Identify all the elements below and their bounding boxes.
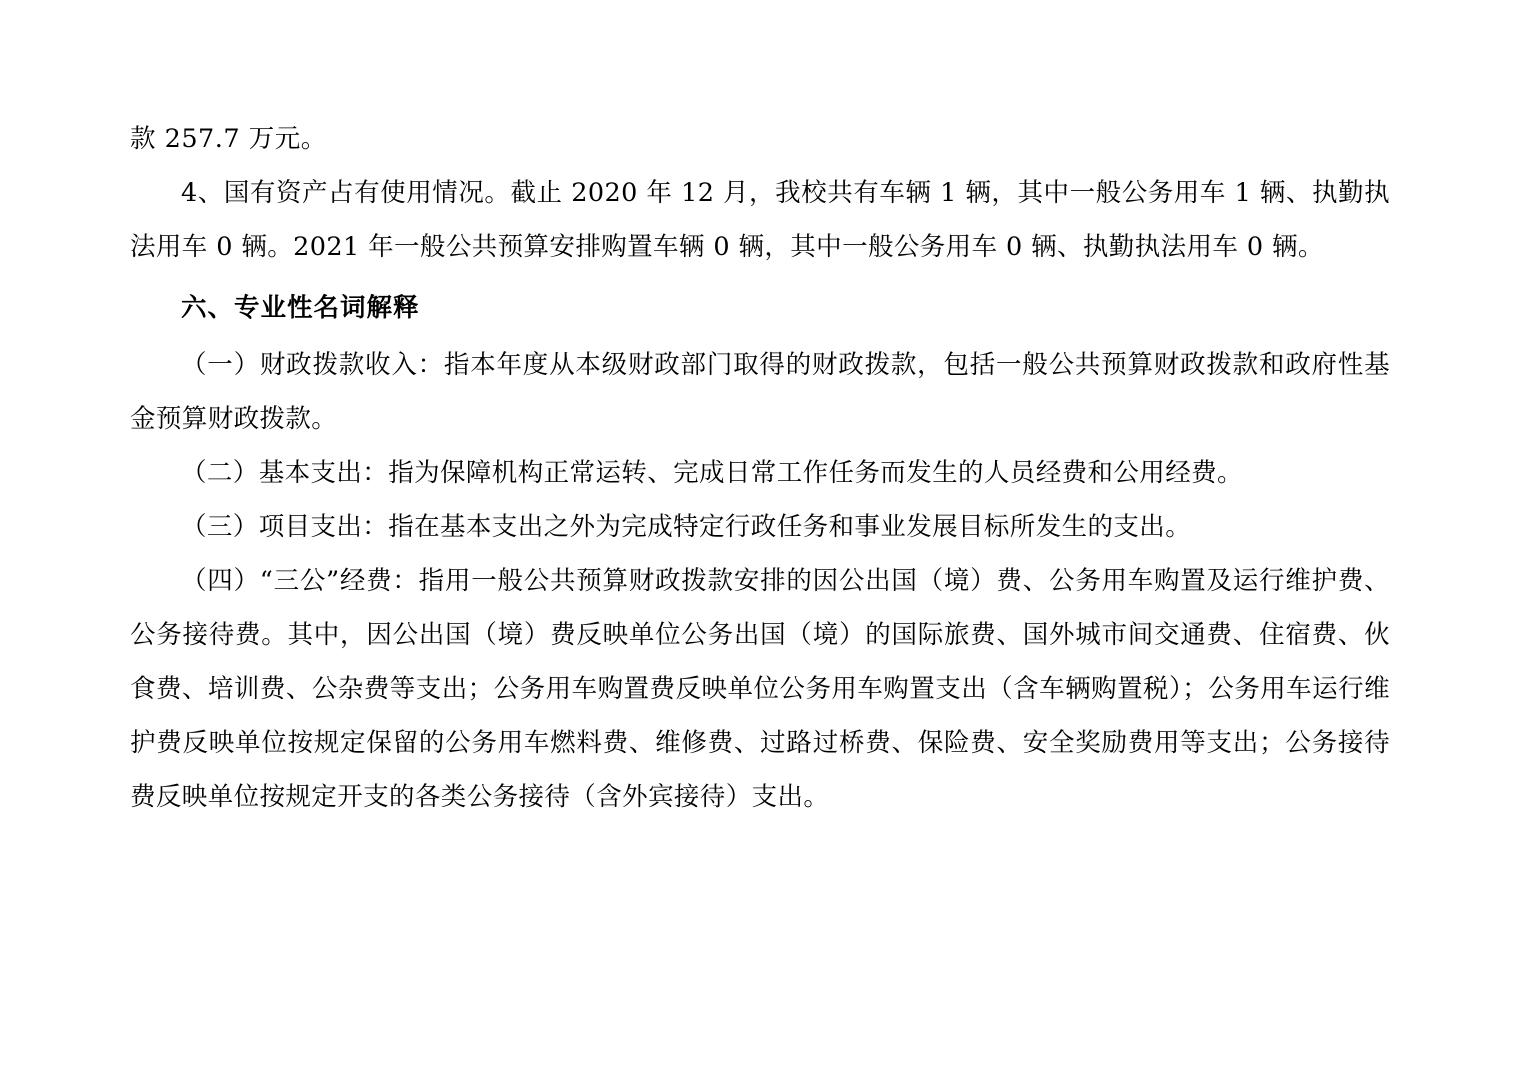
definition-item-3: （三）项目支出：指在基本支出之外为完成特定行政任务和事业发展目标所发生的支出。 [181,512,1192,542]
document-body [130,112,1390,824]
definition-item-2: （二）基本支出：指为保障机构正常运转、完成日常工作任务而发生的人员经费和公用经费。 [181,458,1243,488]
definition-item-4: （四）“三公”经费：指用一般公共预算财政拨款安排的因公出国（境）费、公务用车购置及运行维护费、公务接待费。其中，因公出国（境）费反映单位公务出国（境）的国际旅费、国外城市间交通费、住宿费、伙食费、培训费、公杂费等支出；公务用车购置费反映单位公务用车购置支出（含车辆购置税）；公务用车运行维护费反映单位按规定保留的公务用车燃料费、维修费、过路过桥费、保险费、安全奖励费用等支出；公务接待费反映单位按规定开支的各类公务接待（含外宾接待）支出。 [130,566,1390,812]
definition-item-1: （一）财政拨款收入：指本年度从本级财政部门取得的财政拨款，包括一般公共预算财政拨款和政府性基金预算财政拨款。 [130,350,1390,434]
paragraph-state-assets: 4、国有资产占有使用情况。截止 2020 年 12 月，我校共有车辆 1 辆，其中一般公务用车 1 辆、执勤执法用车 0 辆。2021 年一般公共预算安排购置车辆 0 辆，其中一般公务用车 0 辆、执勤执法用车 0 辆。 [130,178,1390,262]
section-heading-terminology: 六、专业性名词解释 [181,293,420,323]
continuation-line: 款 257.7 万元。 [130,124,327,154]
